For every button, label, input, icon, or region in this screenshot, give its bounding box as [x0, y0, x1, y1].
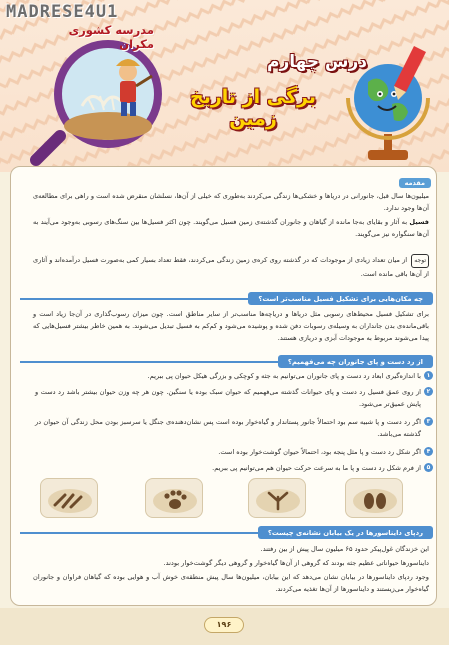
- page-number: ۱۹۶: [204, 617, 244, 633]
- item-number-badge: ۵: [424, 463, 433, 472]
- watermark-school-name: مدرسه کشوری مکران: [68, 23, 154, 51]
- fossil-term: فسیل: [409, 218, 429, 226]
- paw-footprint-icon: [146, 479, 204, 519]
- list-item-text: از فرم شکل رد دست و پا ما به سرعت حرکت حیوان هم می‌توانیم پی ببریم.: [212, 464, 421, 472]
- item-number-badge: ۴: [424, 447, 433, 456]
- lesson-header: [0, 0, 449, 172]
- section-1-paragraph: برای تشکیل فسیل محیط‌های رسوبی مثل دریاها و دریاچه‌ها مناسب‌تر از سایر مناطق است. چون میزان رسوب‌گذاری در آن‌جا زیاد است و باقی‌مانده‌ی بدن جانداران به وسیله‌ی رسوبات دفن شده و پوشیده می‌شود و کم‌کم به فسیل تبدیل می‌شوند. به همین خاطر بیشتر فسیل‌هایی که پیدا می‌شوند مربوط به موجودات آبزی و دریازی هستند.: [33, 310, 429, 343]
- site-watermark: [4, 2, 154, 51]
- section-3-line-1: این خزندگان غول‌پیکر حدود ۶۵ میلیون سال پیش از بین رفتند.: [260, 545, 429, 553]
- claw-footprint-icon: [41, 479, 99, 519]
- footprint-image-bird: [248, 478, 306, 518]
- item-number-badge: ۳: [424, 417, 433, 426]
- footprint-image-paw: [145, 478, 203, 518]
- lesson-number: درس چهارم: [267, 52, 367, 72]
- section-3-line-3: وجود ردپای دایناسورها در بیابان نشان می‌دهد که این بیابان، میلیون‌ها سال پیش منطقه‌ی خوش آب و هوایی بوده که گیاهان فراوان و جانوران گیاه‌خوار می‌زیستند و دایناسورها از آن‌ها تغذیه می‌کردند.: [33, 573, 429, 594]
- list-item-text: اگر رد دست و پا شبیه سم بود احتمالاً جانور پستاندار و گیاه‌خوار بوده است پس نشان‌دهنده‌ی جنگل یا سرسبز بودن محل زندگی آن حیوان در گذشته می‌باشد.: [35, 418, 421, 439]
- lesson-title: برگی از تاریخ زمین: [190, 86, 316, 130]
- intro-paragraph-1: میلیون‌ها سال قبل، جانورانی در دریاها و خشکی‌ها زندگی می‌کردند به‌طوری که خیلی از آن‌ها، نسلشان منقرض شده است و راهی برای مطالعه‌ی آن‌ها وجود ندارد.: [33, 192, 429, 213]
- list-item-text: با اندازه‌گیری ابعاد رد دست و پای جانوران می‌توانیم به جثه و کوچکی و بزرگی هیکل حیوان پی ببریم.: [147, 372, 421, 380]
- hoof-footprint-icon: [346, 479, 404, 519]
- intro-paragraph-3-text: از میان تعداد زیادی از موجودات که در گذشته روی کره‌ی زمین زندگی می‌کردند، فقط تعداد بسیار کمی به‌صورت فسیل درآمده‌اند و آثاری از آن‌ها باقی مانده است.: [33, 256, 429, 279]
- item-number-badge: ۱: [424, 371, 433, 380]
- section-3-heading: ردپای دایناسورها در یک بیابان نشانه‌ی چیست؟: [258, 526, 433, 539]
- watermark-site-name: MADRESE4U1: [6, 2, 119, 22]
- globe-icon: [330, 38, 440, 168]
- intro-paragraph-2-text: به آثار و بقایای به‌جا مانده از گیاهان و جانوران گذشته‌ی زمین فسیل می‌گویند. چون اکثر فسیل‌ها بین سنگ‌های رسوبی به‌وجود می‌آیند به آن‌ها سنگواره نیز می‌گویند.: [33, 218, 429, 239]
- footprint-image-hoof: [345, 478, 403, 518]
- list-item-text: اگر شکل رد دست و پا مثل پنجه بود، احتمالاً حیوان گوشت‌خوار بوده است.: [218, 448, 421, 456]
- intro-label: مقدمه: [399, 178, 431, 188]
- section-3-line-2: دایناسورها حیواناتی عظیم‌ جثه بودند که گروهی از آن‌ها گیاه‌خوار و گروهی دیگر گوشت‌خوار بودند.: [163, 559, 429, 567]
- intro-paragraph-2: [33, 216, 429, 240]
- bird-footprint-icon: [249, 479, 307, 519]
- item-number-badge: ۲: [424, 387, 433, 396]
- section-2-heading: از رد دست و پای جانوران چه می‌فهمیم؟: [278, 355, 433, 368]
- section-1-heading: چه مکان‌هایی برای تشکیل فسیل مناسب‌تر است؟: [248, 292, 433, 305]
- note-tag: توجه: [411, 254, 429, 268]
- list-item-text: از روی عمق فسیل رد دست و پای حیوانات گذشته می‌فهمیم که حیوان سبک بوده یا سنگین. چون هر چه وزن حیوان بیشتر باشد رد دست و پایش عمیق‌تر می‌شود.: [35, 388, 421, 409]
- footprint-image-claw: [40, 478, 98, 518]
- intro-paragraph-3: [33, 254, 429, 280]
